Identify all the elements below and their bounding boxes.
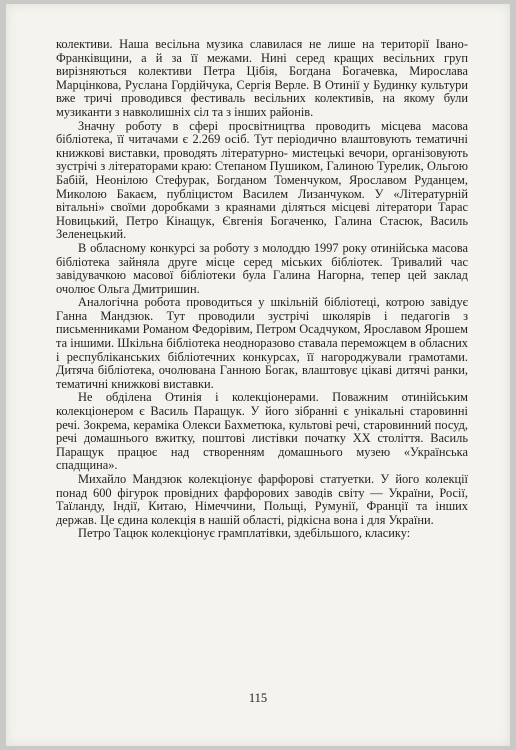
paragraph-7: Петро Тацюк колекціонує грамплатівки, здебільшого, класику: [78,526,411,541]
page-number: 115 [248,691,268,705]
paragraph-3: В обласному конкурсі за роботу з молоддю 1997 року отинійська масова бібліотека зайняла друге місце серед міських бібліотек. Тривалий час завідувачкою масової бібліотеки була Галина Нагорна, тепер цей заклад очолює Ольга Дмитришин. [56,240,468,296]
paragraph-2: Значну роботу в сфері просвітництва проводить місцева масова бібліотека, її читачами є 2.269 осіб. Тут періодично влаштовують тематичні книжкові виставки, проводять літературно- мистецькі вечори, організовують зустрічі з літераторами краю: Степаном Пушиком, Галиною Турелик, Ольгою Бабій, Неонілою Стефурак, Богданом Томенчуком, Ярославом Руданцем, Миколою Бакаєм, публіцистом Василем Лизанчуком. У «Літературній вітальні» своїми доробками з краянами діляться місцеві літератори Тарас Новицький, Петро Кінащук, Євгенія Богаченко, Галина Стасюк, Василь Зеленецький. [56,118,468,242]
paragraph-1: колективи. Наша весільна музика славилася не лише на території Івано- Франківщини, а й за її межами. Нині серед кращих весільних груп вирізняються колективи Петра Цібія, Богдана Богачевка, Мирослава Марцінкова, Руслана Гордійчука, Сергія Верле. В Отинії у Будинку культури вже тричі проводився фестиваль весільних колективів, на якому були музиканти з навколишніх сіл та з інших районів. [56,37,468,119]
paragraph-4: Аналогічна робота проводиться у шкільній бібліотеці, котрою завідує Ганна Мандзюк. Тут проводили зустрічі школярів і педагогів з письменниками Романом Федорівим, Петром Осадчуком, Ярославом Ярошем та іншими. Шкільна бібліотека неодноразово ставала переможцем в обласних і республіканських бібліотечних конкурсах, її нагороджували грамотами. Дитяча бібліотека, очолювана Ганною Богак, влаштовує цікаві дитячі ранки, тематичні книжкові виставки. [56,295,468,391]
body-text [56,38,468,541]
book-page [6,4,510,746]
paragraph-6: Михайло Мандзюк колекціонує фарфорові статуетки. У його колекції понад 600 фігурок провідних фарфорових заводів світу — України, Росії, Таїланду, Індії, Китаю, Німеччини, Польщі, Румунії, Франції та інших держав. Це єдина колекція в нашій області, рідкісна вона і для України. [56,472,468,527]
paragraph-5: Не обділена Отинія і колекціонерами. Поважним отинійським колекціонером є Василь Паращук. У його зібранні є унікальні старовинні речі. Зокрема, кераміка Олекси Бахметюка, культові речі, старовинний посуд, речі домашнього вжитку, поштові листівки початку XX століття. Василь Паращук працює над створенням домашнього музею «Українська спадщина». [56,390,468,473]
